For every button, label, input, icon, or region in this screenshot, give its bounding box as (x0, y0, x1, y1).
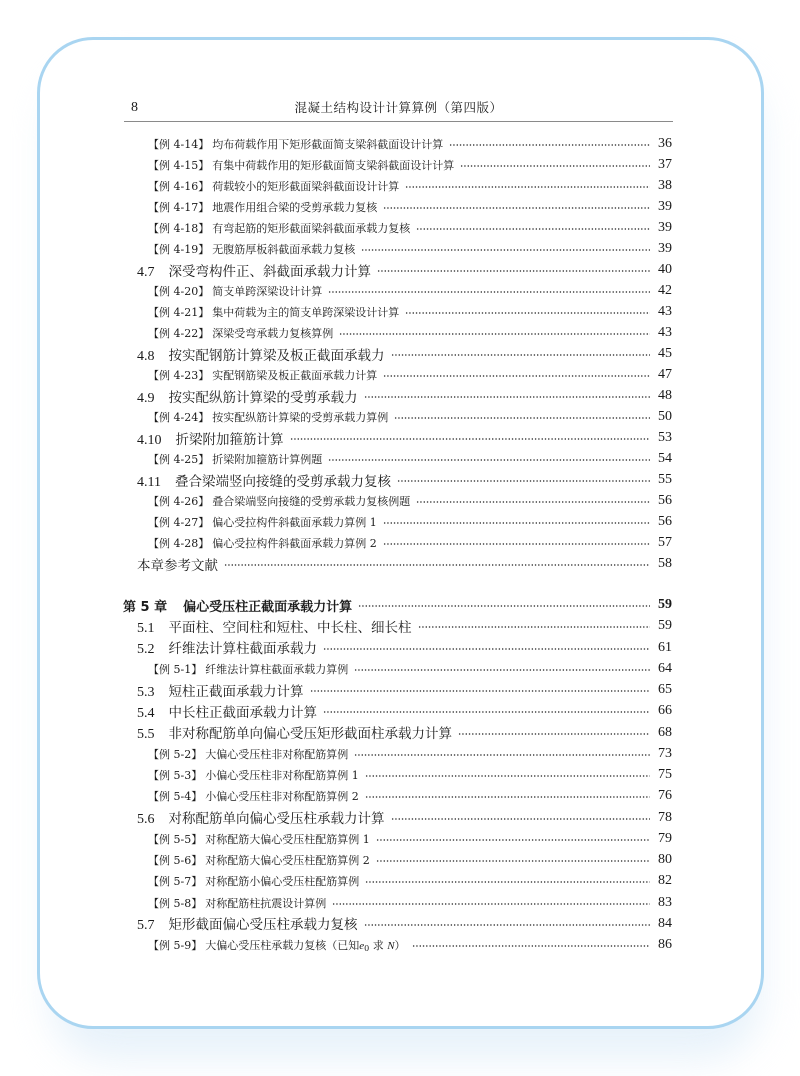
page-ref: 75 (658, 767, 672, 782)
example-tag: 【例 4-26】 (148, 495, 210, 508)
chapter-number: 第 5 章 (123, 599, 168, 615)
example-tag: 【例 5-4】 (148, 790, 203, 804)
dot-leader (418, 616, 651, 636)
entry-label (148, 367, 383, 383)
dot-leader (332, 893, 650, 913)
entry-title: 对称配筋大偏心受压柱配筋算例 2 (205, 854, 370, 867)
toc-section-entry[interactable] (137, 680, 672, 700)
dot-leader (397, 470, 650, 490)
page-ref: 78 (658, 809, 672, 825)
example-tag: 【例 5-8】 (148, 896, 203, 910)
example-tag: 【例 4-27】 (148, 516, 210, 529)
entry-title-rest: 求 (369, 939, 388, 952)
entry-title: 大偏心受压柱非对称配筋算例 (205, 747, 349, 761)
entry-label (148, 220, 416, 236)
toc-section-entry[interactable] (137, 808, 672, 828)
dot-leader (328, 449, 650, 469)
page-ref: 76 (658, 788, 672, 804)
example-tag: 【例 5-5】 (148, 832, 203, 846)
entry-label (148, 852, 376, 868)
dot-leader (449, 134, 650, 154)
toc-example-entry[interactable] (148, 744, 672, 764)
toc-example-entry[interactable] (148, 155, 672, 175)
entry-label (148, 661, 354, 677)
math-subscript: 0 (364, 944, 370, 953)
entry-title: 有弯起筋的矩形截面梁斜截面承载力复核 (212, 222, 411, 235)
dot-leader (323, 638, 650, 658)
entry-label (137, 386, 364, 407)
entry-label (137, 344, 391, 365)
entry-title: 纤维法计算柱截面承载力算例 (205, 662, 349, 676)
dot-leader (310, 680, 651, 700)
entry-label (148, 746, 354, 762)
dot-leader (405, 176, 650, 196)
page-ref: 42 (658, 283, 672, 298)
page-ref: 58 (658, 556, 672, 571)
toc-example-entry[interactable] (148, 893, 672, 913)
example-tag: 【例 5-9】 (148, 939, 203, 952)
entry-label (148, 283, 328, 299)
toc-example-entry[interactable] (148, 850, 672, 870)
toc-references-entry[interactable] (137, 554, 672, 574)
entry-title: 非对称配筋单向偏心受压矩形截面柱承载力计算 (168, 726, 452, 742)
page-ref: 56 (658, 514, 672, 529)
example-tag: 【例 4-21】 (148, 306, 210, 319)
section-number: 4.11 (137, 474, 161, 490)
entry-label (148, 199, 383, 215)
entry-title: 偏心受压柱正截面承载力计算 (183, 599, 353, 615)
dot-leader (391, 808, 651, 828)
dot-leader (376, 850, 650, 870)
dot-leader (460, 155, 650, 175)
entry-label (148, 831, 376, 847)
entry-title: 小偏心受压柱非对称配筋算例 2 (205, 790, 359, 804)
page-ref: 79 (658, 830, 672, 846)
page-ref: 59 (658, 597, 672, 612)
section-number: 4.7 (137, 264, 155, 280)
dot-leader (323, 701, 650, 721)
entry-label (148, 304, 405, 320)
section-number: 5.5 (137, 727, 155, 742)
page-ref: 86 (658, 937, 672, 952)
entry-title: 折梁附加箍筋计算 (175, 431, 284, 448)
entry-label (148, 157, 460, 173)
entry-label (137, 260, 377, 281)
dot-leader (361, 239, 650, 259)
dot-leader (328, 281, 650, 301)
toc-section-entry[interactable] (137, 260, 672, 280)
entry-label (137, 428, 290, 449)
entry-title: 叠合梁端竖向接缝的受剪承载力复核例题 (212, 495, 411, 508)
dot-leader (383, 365, 650, 385)
entry-label (148, 136, 449, 152)
example-tag: 【例 5-2】 (148, 747, 203, 761)
example-tag: 【例 5-3】 (148, 769, 203, 782)
dot-leader (383, 197, 650, 217)
dot-leader (224, 554, 650, 574)
section-number: 5.1 (137, 620, 155, 636)
entry-title: 本章参考文献 (137, 558, 218, 574)
entry-label (148, 178, 405, 194)
dot-leader (376, 829, 650, 849)
dot-leader (458, 723, 650, 743)
book-title: 混凝土结构设计计算算例（第四版） (294, 100, 503, 115)
page-ref: 65 (658, 682, 672, 697)
math-variable: N (387, 940, 395, 952)
entry-label (137, 807, 391, 828)
dot-leader (383, 533, 650, 553)
toc-example-entry[interactable] (148, 786, 672, 806)
entry-title: 地震作用组合梁的受剪承载力复核 (212, 201, 378, 214)
entry-title-end: ） (394, 939, 406, 952)
dot-leader (364, 914, 651, 934)
entry-title: 中长柱正截面承载力计算 (168, 704, 317, 721)
dot-leader (383, 512, 650, 532)
math-variable: e (359, 940, 365, 952)
header-rule (124, 121, 673, 122)
toc-example-entry[interactable] (148, 365, 672, 385)
page-ref: 55 (658, 472, 672, 487)
entry-title: 按实配纵筋计算梁的受剪承载力 (168, 389, 358, 406)
dot-leader (416, 218, 650, 238)
example-tag: 【例 4-17】 (148, 201, 210, 214)
toc-section-entry[interactable] (137, 723, 672, 743)
dot-leader (365, 786, 650, 806)
section-number: 4.10 (137, 432, 162, 448)
toc-section-entry[interactable] (137, 616, 672, 636)
toc-example-entry[interactable] (148, 218, 672, 238)
page-ref: 61 (658, 639, 672, 655)
section-number: 5.4 (137, 705, 155, 721)
section-number: 5.3 (137, 684, 155, 700)
entry-title: 偏心受拉构件斜截面承载力算例 1 (212, 516, 377, 529)
dot-leader (391, 344, 651, 364)
entry-label (148, 451, 328, 467)
toc-example-entry[interactable] (148, 323, 672, 343)
toc-example-entry[interactable] (148, 512, 672, 532)
toc-chapter-entry[interactable] (123, 595, 672, 615)
example-tag: 【例 4-20】 (148, 285, 210, 298)
entry-title: 实配钢筋梁及板正截面承载力计算 (212, 369, 378, 382)
entry-label (137, 470, 397, 491)
dot-leader (290, 428, 651, 448)
example-tag: 【例 4-24】 (148, 411, 210, 424)
entry-label (148, 895, 332, 911)
page-ref: 50 (658, 409, 672, 424)
toc-section-entry[interactable] (137, 638, 672, 658)
toc-example-entry[interactable] (148, 829, 672, 849)
page-ref: 73 (658, 745, 672, 761)
entry-title: 按实配纵筋计算梁的受剪承载力算例 (212, 411, 389, 424)
toc-section-entry[interactable] (137, 344, 672, 364)
page-ref: 36 (658, 136, 672, 151)
entry-title: 对称配筋大偏心受压柱配筋算例 1 (205, 832, 370, 846)
dot-leader (364, 386, 651, 406)
entry-title: 无腹筋厚板斜截面承载力复核 (212, 243, 356, 256)
page-ref: 80 (658, 852, 672, 867)
example-tag: 【例 4-22】 (148, 327, 210, 340)
page-ref: 47 (658, 367, 672, 382)
entry-label (123, 596, 358, 615)
entry-title: 按实配钢筋计算梁及板正截面承载力 (168, 347, 385, 364)
page-ref: 84 (658, 915, 672, 931)
entry-title: 大偏心受压柱承载力复核（已知 (205, 939, 360, 952)
entry-title: 均布荷载作用下矩形截面简支梁斜截面设计计算 (212, 138, 444, 151)
entry-title: 叠合梁端竖向接缝的受剪承载力复核 (174, 473, 391, 490)
page-ref: 37 (658, 157, 672, 172)
toc-section-entry[interactable] (137, 386, 672, 406)
entry-label (148, 493, 416, 509)
page-ref: 82 (658, 873, 672, 889)
entry-title: 偏心受拉构件斜截面承载力算例 2 (212, 537, 377, 550)
example-tag: 【例 5-1】 (148, 662, 203, 676)
entry-title: 对称配筋单向偏心受压柱承载力计算 (168, 811, 385, 827)
page-ref: 83 (658, 894, 672, 910)
toc-example-entry[interactable] (148, 659, 672, 679)
dot-leader (377, 260, 650, 280)
dot-leader (354, 659, 650, 679)
page-ref: 38 (658, 178, 672, 193)
section-number: 4.9 (137, 390, 155, 406)
dot-leader (412, 935, 650, 955)
toc-example-entry[interactable] (148, 935, 672, 955)
dot-leader (365, 871, 650, 891)
entry-label (137, 637, 323, 658)
dot-leader (358, 595, 650, 615)
example-tag: 【例 5-7】 (148, 875, 203, 889)
toc-example-entry[interactable] (148, 765, 672, 785)
entry-label (148, 241, 361, 257)
entry-title: 短柱正截面承载力计算 (168, 683, 304, 700)
page-ref: 54 (658, 451, 672, 466)
entry-title: 对称配筋柱抗震设计算例 (205, 896, 327, 910)
entry-title: 折梁附加箍筋计算例题 (212, 453, 323, 466)
entry-title: 荷载较小的矩形截面梁斜截面设计计算 (212, 180, 400, 193)
entry-title: 对称配筋小偏心受压柱配筋算例 (205, 875, 360, 889)
page-ref: 39 (658, 241, 672, 256)
example-tag: 【例 4-15】 (148, 159, 210, 172)
dot-leader (416, 491, 650, 511)
example-tag: 【例 4-18】 (148, 222, 210, 235)
entry-label (148, 325, 339, 341)
entry-title: 有集中荷载作用的矩形截面简支梁斜截面设计计算 (212, 159, 455, 172)
toc-example-entry[interactable] (148, 491, 672, 511)
page-ref: 48 (658, 388, 672, 403)
entry-title: 简支单跨深梁设计计算 (212, 285, 323, 298)
toc-section-entry[interactable] (137, 914, 672, 934)
dot-leader (394, 407, 650, 427)
example-tag: 【例 4-23】 (148, 369, 210, 382)
running-head (124, 98, 673, 120)
toc-section-entry[interactable] (137, 701, 672, 721)
entry-label (148, 767, 365, 783)
example-tag: 【例 4-14】 (148, 138, 210, 151)
page-ref: 43 (658, 304, 672, 319)
toc-example-entry[interactable] (148, 533, 672, 553)
entry-title: 平面柱、空间柱和短柱、中长柱、细长柱 (168, 619, 412, 636)
toc-example-entry[interactable] (148, 176, 672, 196)
toc-section-entry[interactable] (137, 470, 672, 490)
entry-label (137, 554, 224, 574)
toc-example-entry[interactable] (148, 239, 672, 259)
example-tag: 【例 4-28】 (148, 537, 210, 550)
toc-example-entry[interactable] (148, 407, 672, 427)
dot-leader (365, 765, 650, 785)
section-number: 5.2 (137, 642, 155, 657)
toc-example-entry[interactable] (148, 134, 672, 154)
toc-example-entry[interactable] (148, 871, 672, 891)
dot-leader (405, 302, 650, 322)
entry-title: 深梁受弯承载力复核算例 (212, 327, 334, 340)
dot-leader (354, 744, 650, 764)
entry-label (137, 701, 323, 722)
entry-title: 小偏心受压柱非对称配筋算例 1 (205, 769, 359, 782)
example-tag: 【例 4-25】 (148, 453, 210, 466)
example-tag: 【例 4-19】 (148, 243, 210, 256)
section-number: 5.7 (137, 918, 155, 934)
entry-label (148, 409, 394, 425)
page-ref: 66 (658, 703, 672, 719)
entry-label (148, 514, 383, 530)
page-ref: 45 (658, 346, 672, 361)
example-tag: 【例 4-16】 (148, 180, 210, 193)
entry-title: 深受弯构件正、斜截面承载力计算 (168, 263, 371, 280)
toc-example-entry[interactable] (148, 449, 672, 469)
page-ref: 39 (658, 199, 672, 214)
toc-example-entry[interactable] (148, 197, 672, 217)
page-ref: 39 (658, 220, 672, 235)
example-tag: 【例 5-6】 (148, 854, 203, 867)
entry-label (137, 616, 418, 637)
dot-leader (339, 323, 650, 343)
entry-label (137, 913, 364, 934)
page-ref: 59 (658, 618, 672, 634)
page-ref: 43 (658, 325, 672, 340)
page-ref: 56 (658, 493, 672, 508)
entry-label (137, 722, 458, 743)
entry-label (148, 937, 412, 953)
page-number: 8 (131, 100, 138, 115)
section-number: 4.8 (137, 348, 155, 364)
entry-title: 集中荷载为主的简支单跨深梁设计计算 (212, 306, 400, 319)
entry-label (148, 873, 365, 889)
entry-title: 矩形截面偏心受压柱承载力复核 (168, 917, 358, 934)
section-number: 5.6 (137, 812, 155, 827)
entry-label (148, 535, 383, 551)
page-ref: 53 (658, 430, 672, 445)
toc-example-entry[interactable] (148, 281, 672, 301)
page-ref: 40 (658, 262, 672, 277)
entry-label (137, 680, 310, 701)
toc-example-entry[interactable] (148, 302, 672, 322)
entry-title: 纤维法计算柱截面承载力 (168, 641, 317, 657)
page-ref: 64 (658, 660, 672, 676)
toc-section-entry[interactable] (137, 428, 672, 448)
page-ref: 57 (658, 535, 672, 550)
page-ref: 68 (658, 724, 672, 740)
entry-label (148, 788, 365, 804)
